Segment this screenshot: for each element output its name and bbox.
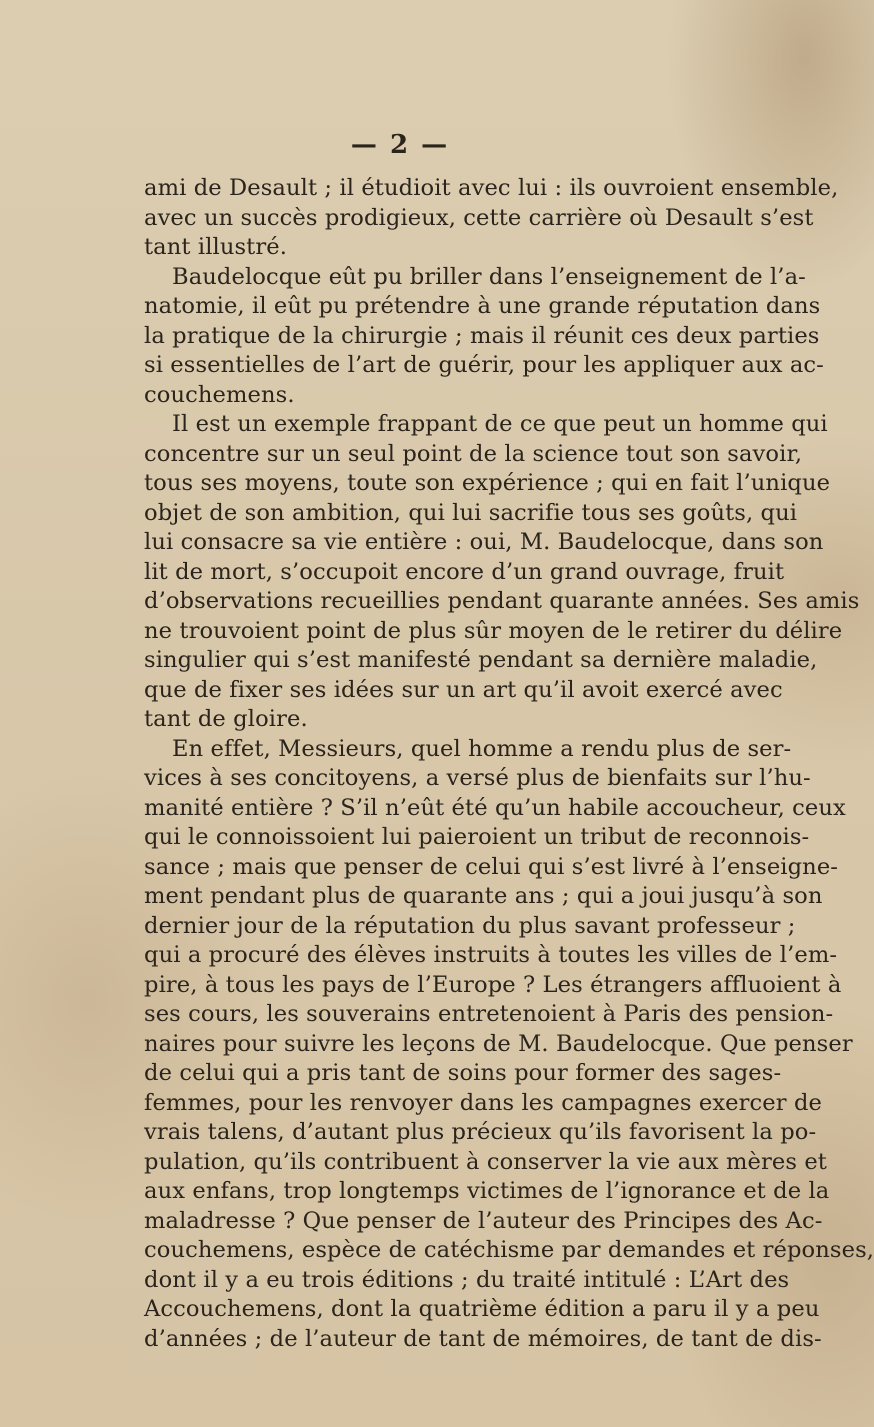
page-number: — 2 — [350,130,450,160]
text-line: que de fixer ses idées sur un art qu’il avoit exercé avec [144,676,783,703]
text-line: tous ses moyens, toute son expérience ; qui en fait l’unique [144,470,831,496]
text-line: singulier qui s’est manifesté pendant sa dernière maladie, [144,647,818,673]
text-line: concentre sur un seul point de la science tout son savoir, [144,440,803,467]
text-line: tant de gloire. [144,706,308,732]
text-line: ment pendant plus de quarante ans ; qui a joui jusqu’à son [144,883,823,909]
text-line: naires pour suivre les leçons de M. Baudelocque. Que penser [144,1030,853,1057]
text-line: qui a procuré des élèves instruits à toutes les villes de l’em- [144,942,838,968]
text-line: tant illustré. [144,234,288,260]
text-line: vices à ses concitoyens, a versé plus de bienfaits sur l’hu- [144,765,811,791]
text-line: vrais talens, d’autant plus précieux qu’ils favorisent la po- [144,1119,817,1145]
text-line: Il est un exemple frappant de ce que peut un homme qui [172,411,828,437]
text-line: couchemens, espèce de catéchisme par demandes et réponses, [144,1237,874,1263]
text-line: la pratique de la chirurgie ; mais il réunit ces deux parties [144,322,820,349]
text-line: ami de Desault ; il étudioit avec lui : ils ouvroient ensemble, [144,175,839,201]
text-line: lit de mort, s’occupoit encore d’un grand ouvrage, fruit [144,558,785,585]
text-line: si essentielles de l’art de guérir, pour les appliquer aux ac- [144,352,824,378]
text-line: objet de son ambition, qui lui sacrifie tous ses goûts, qui [144,499,798,526]
text-line: aux enfans, trop longtemps victimes de l’ignorance et de la [144,1178,830,1204]
text-line: manité entière ? S’il n’eût été qu’un habile accoucheur, ceux [144,794,846,821]
text-line: natomie, il eût pu prétendre à une grande réputation dans [144,293,821,319]
text-line: dont il y a eu trois éditions ; du traité intitulé : L’Art des [144,1266,790,1293]
text-line: d’observations recueillies pendant quarante années. Ses amis [144,588,860,614]
text-line: pire, à tous les pays de l’Europe ? Les étrangers affluoient à [144,971,842,998]
text-line: sance ; mais que penser de celui qui s’est livré à l’enseigne- [144,853,839,880]
text-line: maladresse ? Que penser de l’auteur des Principes des Ac- [144,1207,823,1234]
text-line: lui consacre sa vie entière : oui, M. Baudelocque, dans son [144,529,824,555]
text-line: qui le connoissoient lui paieroient un tribut de reconnois- [144,824,810,850]
text-line: d’années ; de l’auteur de tant de mémoires, de tant de dis- [144,1325,822,1352]
text-line: Baudelocque eût pu briller dans l’enseignement de l’a- [172,263,806,290]
text-line: pulation, qu’ils contribuent à conserver la vie aux mères et [144,1148,827,1175]
text-line: femmes, pour les renvoyer dans les campagnes exercer de [144,1089,822,1116]
text-line: En effet, Messieurs, quel homme a rendu plus de ser- [172,735,792,762]
text-line: Accouchemens, dont la quatrième édition a paru il y a peu [144,1296,820,1322]
body-text [144,174,874,1354]
text-line: avec un succès prodigieux, cette carrière où Desault s’est [144,204,814,231]
text-line: dernier jour de la réputation du plus savant professeur ; [144,912,796,939]
text-line: ne trouvoient point de plus sûr moyen de le retirer du délire [144,617,843,644]
text-line: de celui qui a pris tant de soins pour former des sages- [144,1060,782,1086]
text-line: couchemens. [144,381,295,408]
text-line: ses cours, les souverains entretenoient à Paris des pension- [144,1001,834,1027]
